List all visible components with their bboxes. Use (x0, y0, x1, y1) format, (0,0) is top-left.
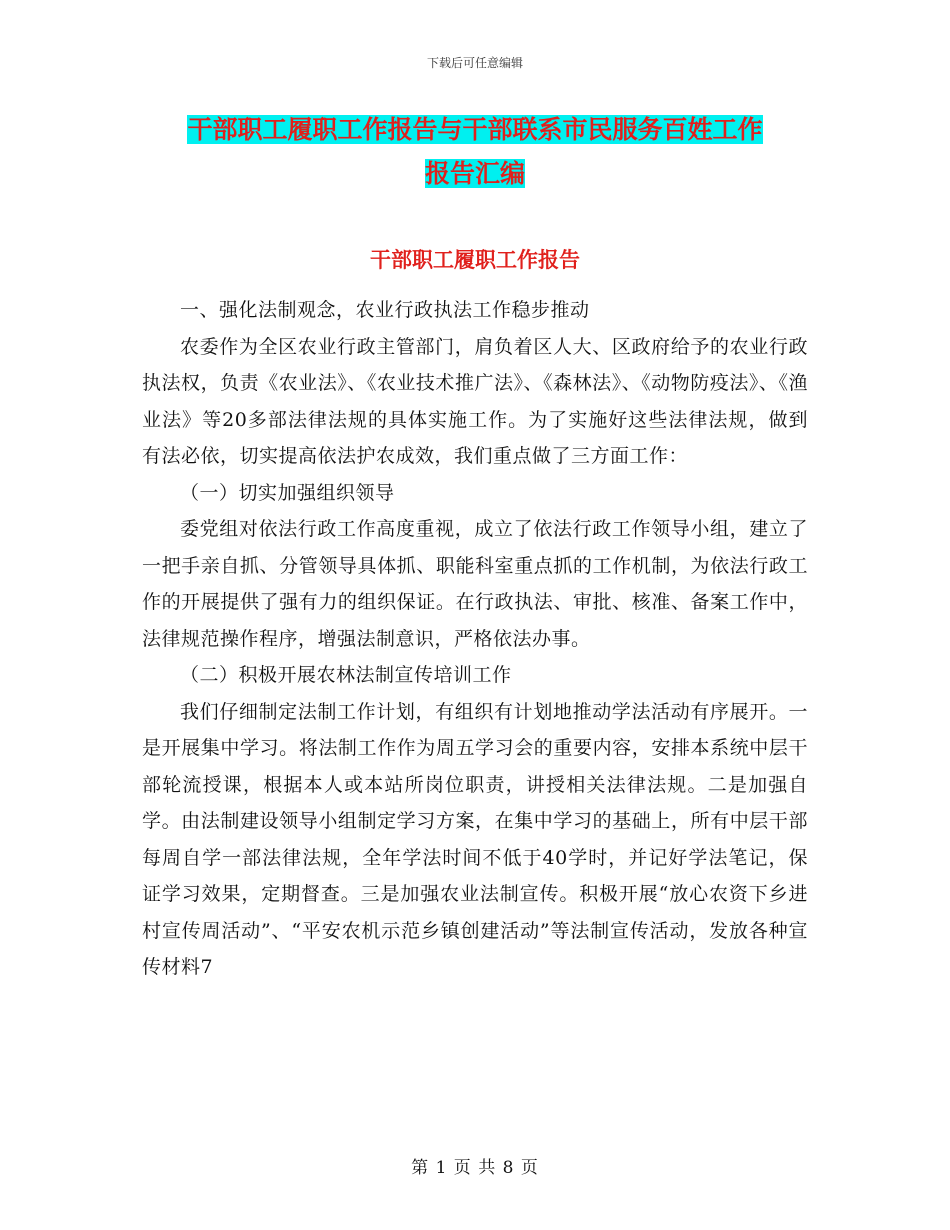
heading-part-one: 一、强化法制观念，农业行政执法工作稳步推动 (180, 299, 590, 321)
page-header-note: 下载后可任意编辑 (426, 56, 523, 70)
subheading-one: （一）切实加强组织领导 (180, 481, 395, 504)
paragraph: 我们仔细制定法制工作计划，有组织有计划地推动学法活动有序展开。一是开展集中学习。将法制工作作为周五学习会的重要内容，安排本系统中层干部轮流授课，根据本人或本站所岗位职责，讲授相关法律法规。二是加强自学。由法制建设领导小组制定学习方案，在集中学习的基础上，所有中层干部每周自学一部法律法规，全年学法时间不低于40学时，并记好学法笔记，保证学习效果，定期督查。三是加强农业法制宣传。积极开展“放心农资下乡进村宣传周活动”、“平安农机示范乡镇创建活动”等法制宣传活动，发放各种宣传材料7 (142, 700, 808, 978)
paragraph: 委党组对依法行政工作高度重视，成立了依法行政工作领导小组，建立了一把手亲自抓、分管领导具体抓、职能科室重点抓的工作机制，为依法行政工作的开展提供了强有力的组织保证。在行政执法、审批、核准、备案工作中，法律规范操作程序，增强法制意识，严格依法办事。 (142, 518, 808, 650)
document-title-line-1: 干部职工履职工作报告与干部联系市民服务百姓工作 (187, 115, 763, 144)
page-number-footer: 第 1 页 共 8 页 (411, 1158, 539, 1178)
subheading-two: （二）积极开展农林法制宣传培训工作 (180, 664, 512, 686)
document-title-line-2: 报告汇编 (424, 159, 525, 188)
document-body (142, 292, 808, 986)
section-title: 干部职工履职工作报告 (370, 247, 580, 272)
document-title (140, 108, 810, 196)
paragraph: 农委作为全区农业行政主管部门，肩负着区人大、区政府给予的农业行政执法权，负责《农业法》、《农业技术推广法》、《森林法》、《动物防疫法》、《渔业法》等20多部法律法规的具体实施工作。为了实施好这些法律法规，做到有法必依，切实提高依法护农成效，我们重点做了三方面工作： (142, 335, 808, 467)
